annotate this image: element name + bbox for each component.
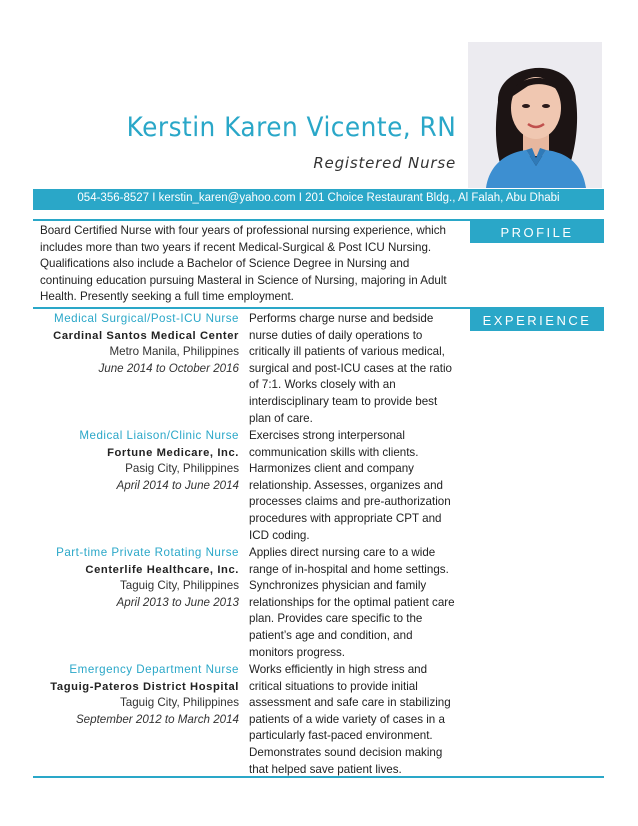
job-location: Metro Manila, Philippines	[109, 345, 239, 359]
job-company: Cardinal Santos Medical Center	[53, 329, 239, 342]
job-entry-header	[33, 428, 239, 494]
job-location: Taguig City, Philippines	[119, 696, 239, 710]
job-description: Exercises strong interpersonal communication skills with clients. Harmonizes client and company relationship. Assesses, organizes and processes claims and pre-authorization procedures with appropriate CPT and ICD coding.	[249, 429, 451, 542]
job-location: Taguig City, Philippines	[119, 579, 239, 593]
job-entry-header	[33, 545, 239, 611]
job-company: Fortune Medicare, Inc.	[107, 446, 239, 459]
job-entry-header	[33, 662, 239, 728]
job-dates: June 2014 to October 2016	[98, 361, 239, 375]
job-location: Pasig City, Philippines	[125, 462, 239, 476]
job-description: Works efficiently in high stress and critical situations to provide initial assessment and safe care in stabilizing patients of a wide variety of cases in a particularly fast-paced environment. Demonstrates sound decision making that helped save patient lives.	[249, 663, 451, 776]
job-company: Centerlife Healthcare, Inc.	[85, 563, 239, 576]
profile-section-label: PROFILE	[470, 221, 604, 243]
job-company: Taguig-Pateros District Hospital	[50, 680, 239, 693]
job-role: Emergency Department Nurse	[69, 663, 239, 676]
experience-section-label: EXPERIENCE	[470, 309, 604, 331]
job-title: Registered Nurse	[313, 154, 456, 172]
job-description: Performs charge nurse and bedside nurse duties of daily operations to critically ill patients of various medical, surgical and post-ICU cases at the ratio of 7:1. Works closely with an interdisciplinary team to provide best plan of care.	[249, 312, 452, 425]
job-dates: April 2014 to June 2014	[116, 478, 239, 492]
bottom-divider	[33, 776, 604, 778]
job-role: Medical Liaison/Clinic Nurse	[79, 429, 239, 442]
profile-photo	[468, 42, 602, 188]
job-description: Applies direct nursing care to a wide range of in-hospital and home settings. Synchronizes physician and family relationships for the optimal patient care plan. Provides care specific to the patient’s age and condition, and monitors progress.	[249, 546, 455, 659]
job-dates: April 2013 to June 2013	[116, 595, 239, 609]
job-role: Medical Surgical/Post-ICU Nurse	[54, 312, 239, 325]
candidate-name: Kerstin Karen Vicente, RN	[126, 112, 456, 143]
portrait-illustration	[468, 42, 602, 188]
job-entry-header	[33, 311, 239, 377]
contact-info[interactable]: 054-356-8527 I kerstin_karen@yahoo.com I 201 Choice Restaurant Bldg., Al Falah, Abu Dhabi	[77, 192, 560, 204]
job-dates: September 2012 to March 2014	[75, 712, 239, 726]
job-role: Part-time Private Rotating Nurse	[56, 546, 239, 559]
profile-summary: Board Certified Nurse with four years of professional nursing experience, which includes more than two years if recent Medical-Surgical & Post ICU Nursing. Qualifications also include a Bachelor of Science Degree in Nursing and continuing education pursuing Masteral in Science of Nursing, majoring in Adult Health. Presently seeking a full time employment.	[40, 224, 447, 304]
